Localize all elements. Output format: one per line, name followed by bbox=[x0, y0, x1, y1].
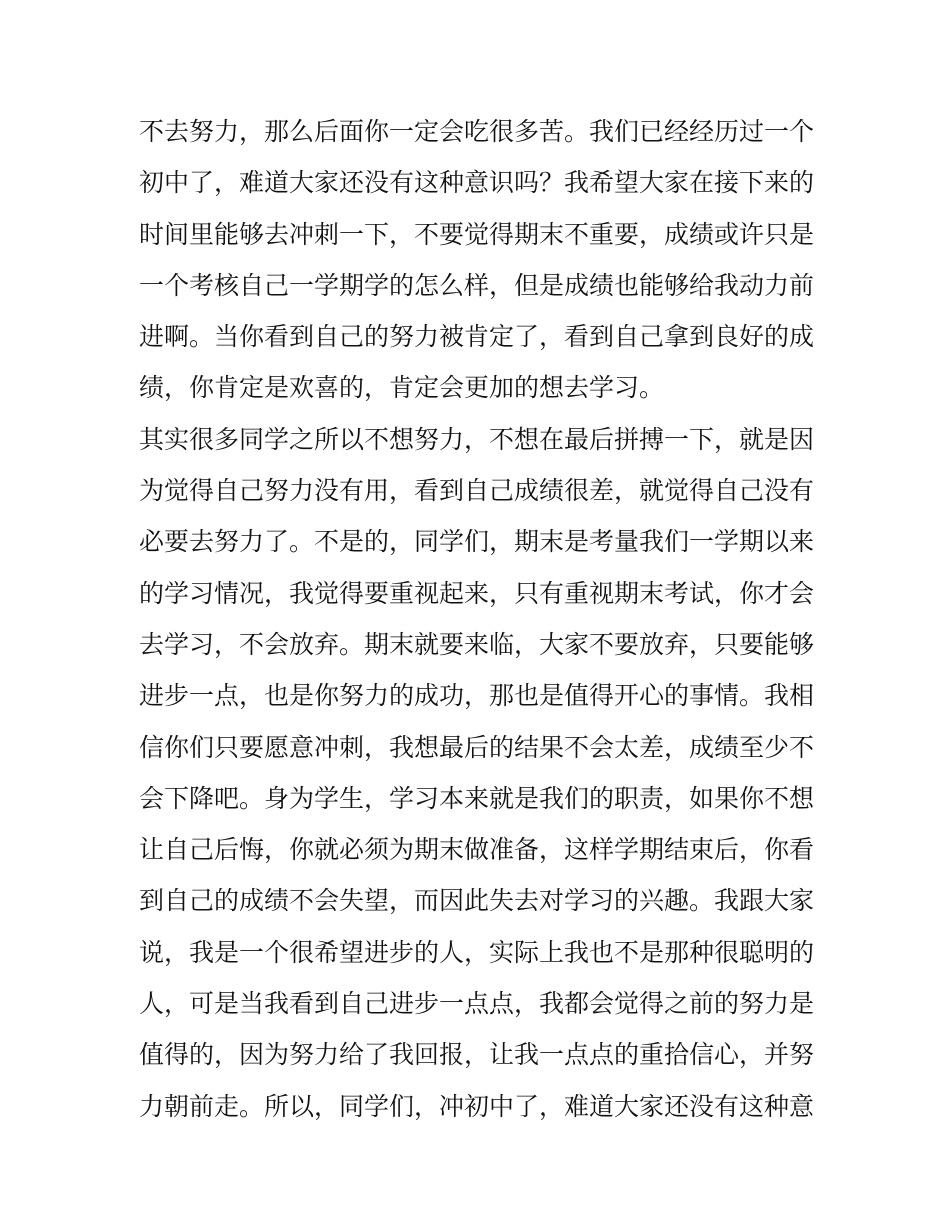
text-line: 初中了，难道大家还没有这种意识吗？我希望大家在接下来的 bbox=[139, 168, 815, 198]
text-line: 绩，你肯定是欢喜的，肯定会更加的想去学习。 bbox=[139, 373, 665, 403]
text-line: 为觉得自己努力没有用，看到自己成绩很差，就觉得自己没有 bbox=[139, 476, 815, 506]
text-line: 时间里能够去冲刺一下，不要觉得期末不重要，成绩或许只是 bbox=[139, 219, 815, 249]
text-line: 值得的，因为努力给了我回报，让我一点点的重拾信心，并努 bbox=[139, 1040, 815, 1070]
text-line: 去学习，不会放弃。期末就要来临，大家不要放弃，只要能够 bbox=[139, 629, 815, 659]
paragraph-1 bbox=[139, 106, 819, 414]
text-line: 让自己后悔，你就必须为期末做准备，这样学期结束后，你看 bbox=[139, 835, 815, 865]
text-line: 进啊。当你看到自己的努力被肯定了，看到自己拿到良好的成 bbox=[139, 322, 815, 352]
document-body bbox=[139, 106, 819, 1132]
paragraph-2 bbox=[139, 414, 819, 1132]
text-line: 到自己的成绩不会失望，而因此失去对学习的兴趣。我跟大家 bbox=[139, 886, 815, 916]
text-line: 说，我是一个很希望进步的人，实际上我也不是那种很聪明的 bbox=[139, 937, 815, 967]
text-line: 一个考核自己一学期学的怎么样，但是成绩也能够给我动力前 bbox=[139, 270, 815, 300]
text-line: 不去努力，那么后面你一定会吃很多苦。我们已经经历过一个 bbox=[139, 117, 815, 146]
text-line: 信你们只要愿意冲刺，我想最后的结果不会太差，成绩至少不 bbox=[139, 732, 815, 762]
text-line: 的学习情况，我觉得要重视起来，只有重视期末考试，你才会 bbox=[139, 578, 815, 608]
text-line: 进步一点，也是你努力的成功，那也是值得开心的事情。我相 bbox=[139, 681, 815, 711]
text-line: 必要去努力了。不是的，同学们，期末是考量我们一学期以来 bbox=[139, 527, 815, 557]
text-line: 其实很多同学之所以不想努力，不想在最后拼搏一下，就是因 bbox=[139, 424, 815, 454]
text-line: 人，可是当我看到自己进步一点点，我都会觉得之前的努力是 bbox=[139, 989, 815, 1019]
text-line: 会下降吧。身为学生，学习本来就是我们的职责，如果你不想 bbox=[139, 783, 815, 813]
text-line: 力朝前走。所以，同学们，冲初中了，难道大家还没有这种意 bbox=[139, 1091, 815, 1121]
